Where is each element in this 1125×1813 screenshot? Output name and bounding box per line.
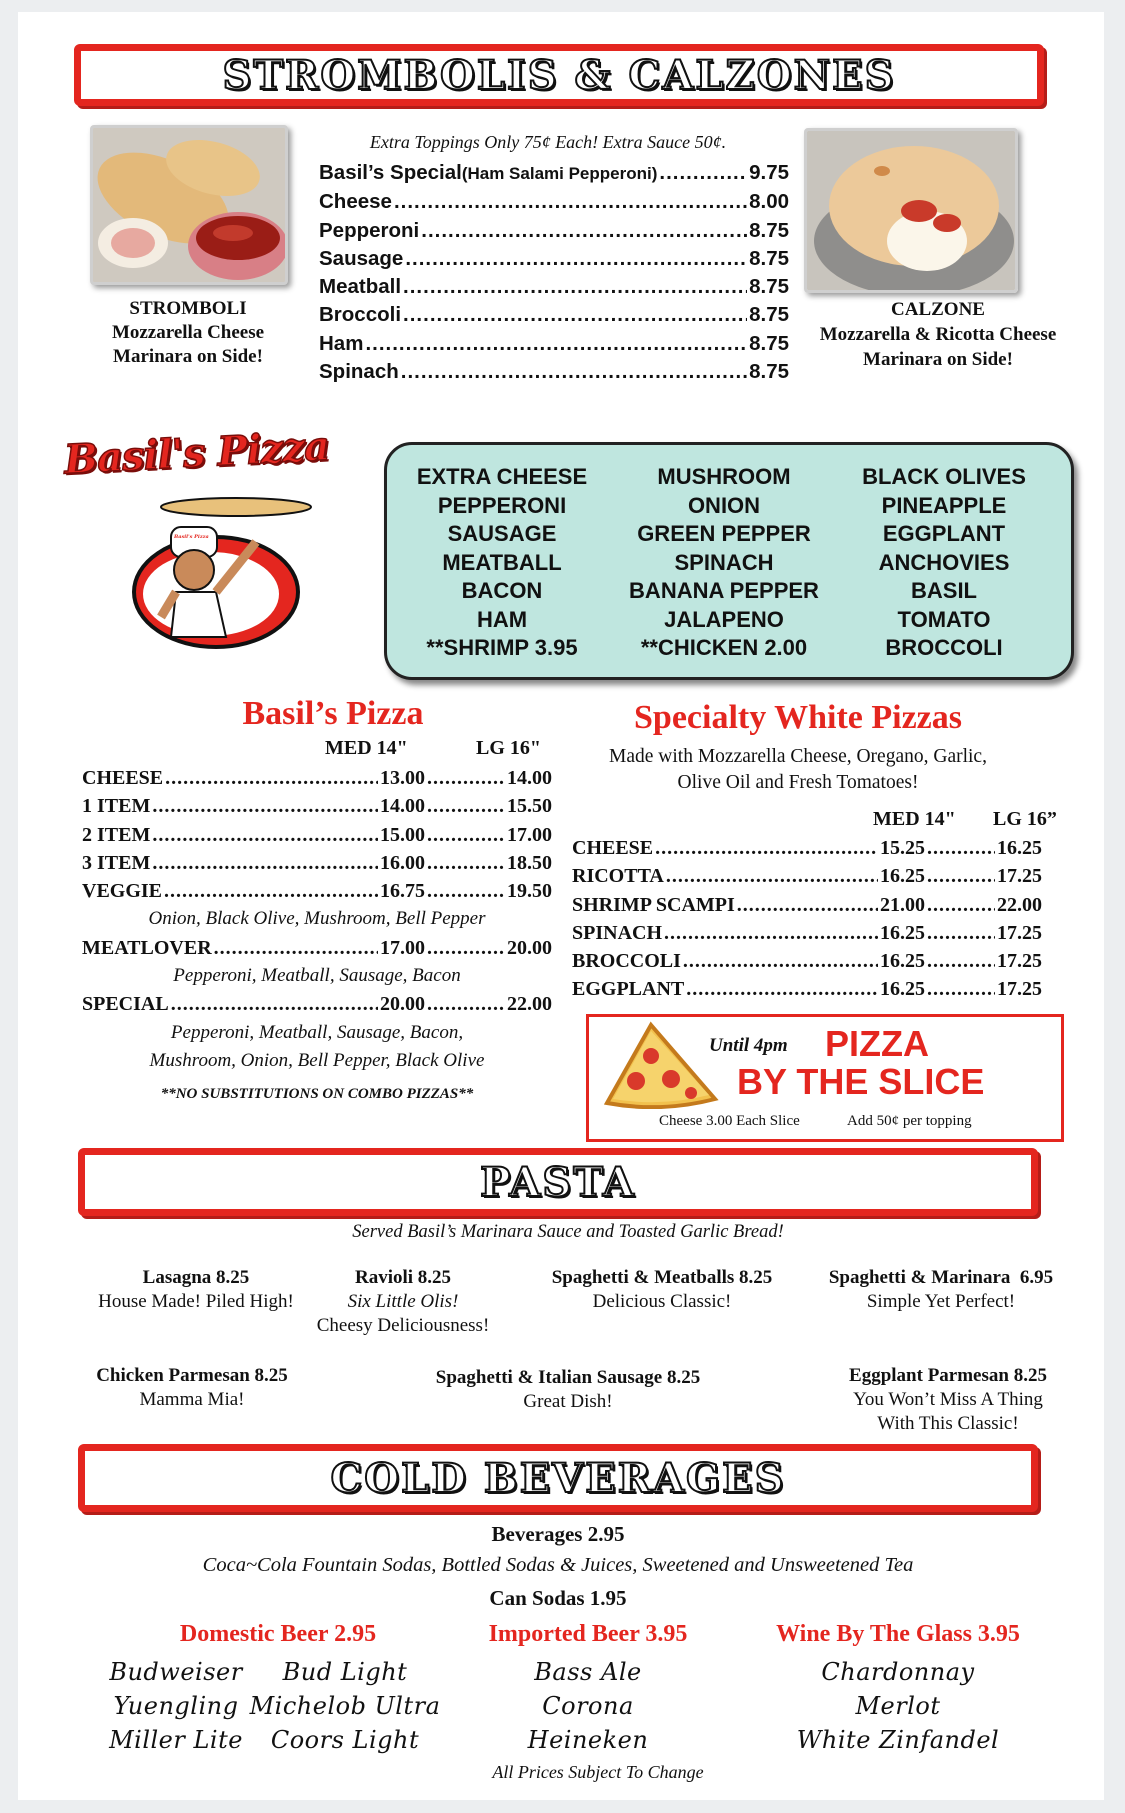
pizza-name: SPINACH: [572, 921, 663, 944]
pizza-name: 1 ITEM: [82, 795, 151, 818]
pizza-price-row: [572, 834, 1042, 862]
stromboli-caption: [78, 297, 298, 369]
pasta-title: PASTA: [480, 1158, 636, 1206]
pasta-item-lasagna: [76, 1266, 316, 1314]
pasta-item-desc: Great Dish!: [523, 1391, 613, 1412]
pizza-name: CHEESE: [82, 767, 164, 789]
topping-item: **CHICKEN 2.00: [640, 635, 808, 660]
leader-dots: [164, 877, 378, 905]
leader-dots: [165, 764, 378, 792]
pizza-name: MEATLOVER: [82, 936, 212, 959]
pasta-item-spaghetti-sausage: [378, 1366, 758, 1414]
pizza-med-price: 16.25: [880, 950, 925, 973]
pizza-price-row: [82, 877, 552, 905]
stromboli-item-name: Spinach: [319, 360, 399, 384]
pizza-med-price: 16.25: [880, 978, 925, 1001]
stromboli-item-price: 9.75: [749, 161, 789, 184]
leader-dots: [427, 792, 505, 820]
topping-item: SAUSAGE: [447, 521, 557, 546]
beverage-item: Corona: [542, 1692, 634, 1720]
beverage-item: Budweiser: [109, 1658, 243, 1686]
leader-dots: [427, 934, 505, 962]
beverage-item: Yuengling: [113, 1692, 239, 1720]
pasta-item-desc: Simple Yet Perfect!: [866, 1291, 1016, 1312]
topping-item: ANCHOVIES: [878, 549, 1010, 575]
beverage-item: Coors Light: [270, 1726, 420, 1754]
extra-toppings-note: Extra Toppings Only 75¢ Each! Extra Sauce 50¢.: [369, 132, 727, 152]
leader-dots: [403, 301, 747, 329]
pasta-item-name: Chicken Parmesan 8.25: [96, 1365, 288, 1386]
pizza-lg-price: 14.00: [507, 767, 552, 789]
pasta-banner: [78, 1148, 1038, 1216]
pizza-price-row: [82, 764, 552, 792]
pizza-lg-price: 22.00: [997, 893, 1042, 916]
stromboli-caption-line: Mozzarella Cheese: [111, 322, 265, 343]
pizza-lg-price: 18.50: [507, 851, 552, 874]
stromboli-item: [319, 301, 789, 329]
pizza-price-row: [572, 947, 1042, 975]
pasta-item-ravioli: [303, 1266, 503, 1338]
leader-dots: [927, 919, 995, 947]
leader-dots: [427, 849, 505, 877]
domestic-beer-title: Domestic Beer 2.95: [179, 1621, 377, 1647]
stromboli-caption-title: STROMBOLI: [129, 298, 247, 319]
leader-dots: [403, 273, 747, 301]
pasta-item-desc: Mamma Mia!: [139, 1389, 245, 1410]
can-sodas-price: Can Sodas 1.95: [489, 1586, 627, 1610]
toppings-col-3: [839, 463, 1049, 663]
pizza-name: SHRIMP SCAMPI: [572, 893, 735, 916]
imported-beer-title: Imported Beer 3.95: [488, 1621, 688, 1647]
stromboli-item-price: 8.75: [749, 331, 789, 355]
topping-item: GREEN PEPPER: [637, 521, 811, 546]
pasta-item-spaghetti-marinara: [798, 1266, 1084, 1314]
stromboli-item: [319, 188, 789, 216]
pizza-desc: Onion, Black Olive, Mushroom, Bell Pepper: [148, 908, 486, 930]
leader-dots: [427, 821, 505, 849]
topping-item: ONION: [687, 492, 761, 518]
topping-item: JALAPENO: [664, 606, 784, 632]
pizza-med-price: 21.00: [880, 893, 925, 916]
no-substitutions-note: **NO SUBSTITUTIONS ON COMBO PIZZAS**: [160, 1086, 474, 1102]
leader-dots: [737, 891, 878, 919]
stromboli-item-price: 8.75: [749, 246, 789, 270]
white-pizzas-desc-line: Olive Oil and Fresh Tomatoes!: [677, 772, 919, 793]
pizza-price-row: [572, 891, 1042, 919]
leader-dots: [421, 217, 747, 245]
pasta-item-desc: House Made! Piled High!: [98, 1291, 294, 1312]
stromboli-item: [319, 358, 789, 386]
pizza-name: VEGGIE: [82, 880, 163, 903]
leader-dots: [152, 792, 378, 820]
beverage-item: Michelob Ultra: [249, 1692, 441, 1720]
pizza-lg-price: 17.25: [997, 950, 1042, 973]
leader-dots: [927, 975, 995, 1003]
pasta-item-spaghetti-meatballs: [512, 1266, 812, 1314]
beverage-item: Bass Ale: [534, 1658, 642, 1686]
stromboli-item-price: 8.75: [749, 360, 789, 384]
pasta-item-desc: With This Classic!: [877, 1413, 1019, 1434]
slice-until: Until 4pm: [709, 1035, 788, 1056]
stromboli-item-price: 8.75: [749, 218, 789, 242]
stromboli-item-price: 8.00: [749, 190, 789, 214]
basils-pizza-logo: [56, 422, 396, 662]
pizza-lg-price: 20.00: [507, 936, 552, 959]
pizza-med-price: 16.25: [880, 865, 925, 888]
slice-by-the-slice-label: BY THE SLICE: [737, 1061, 985, 1102]
beverages-price: Beverages 2.95: [491, 1522, 625, 1546]
topping-item: TOMATO: [897, 606, 991, 632]
beverage-item: Merlot: [855, 1692, 941, 1720]
topping-item: BANANA PEPPER: [629, 578, 819, 603]
slice-cheese-price: Cheese 3.00 Each Slice: [659, 1113, 800, 1129]
stromboli-item: [319, 217, 789, 245]
leader-dots: [171, 990, 378, 1018]
pizza-desc: Mushroom, Onion, Bell Pepper, Black Olive: [149, 1049, 485, 1071]
leader-dots: [927, 862, 995, 890]
pizza-name: SPECIAL: [82, 993, 169, 1016]
pasta-item-desc: Cheesy Deliciousness!: [316, 1315, 490, 1336]
stromboli-item-name: Pepperoni: [319, 218, 420, 242]
stromboli-item: [319, 159, 789, 188]
pizza-price-row: [82, 934, 552, 962]
toppings-col-1: [397, 463, 607, 663]
pizza-med-price: 16.25: [880, 921, 925, 944]
pizza-lg-price: 17.25: [997, 865, 1042, 888]
pizza-med-price: 16.75: [380, 880, 425, 903]
toppings-col-2: [619, 463, 829, 663]
pizza-price-row: [572, 919, 1042, 947]
pizza-name: 3 ITEM: [82, 851, 151, 874]
slice-topping-price: Add 50¢ per topping: [847, 1113, 972, 1129]
leader-dots: [927, 891, 995, 919]
pizza-price-row: [82, 849, 552, 877]
leader-dots: [365, 330, 747, 358]
pasta-item-desc: Six Little Olis!: [347, 1291, 459, 1312]
topping-item: HAM: [476, 606, 528, 632]
leader-dots: [152, 821, 378, 849]
stromboli-item: [319, 245, 789, 273]
prices-subject-to-change: All Prices Subject To Change: [492, 1762, 704, 1782]
pizza-med-price: 15.25: [880, 837, 925, 859]
topping-item: PINEAPPLE: [881, 492, 1007, 518]
toppings-box: [384, 442, 1074, 680]
leader-dots: [686, 975, 878, 1003]
leader-dots: [427, 764, 505, 792]
chef-icon: [116, 482, 326, 652]
topping-item: MEATBALL: [442, 549, 562, 575]
stromboli-item-price: 8.75: [749, 303, 789, 327]
stromboli-item-extra: (Ham Salami Pepperoni): [461, 164, 658, 183]
stromboli-price-list: [319, 159, 789, 386]
pizza-price-row: [82, 792, 552, 820]
leader-dots: [427, 877, 505, 905]
pizza-lg-price: 16.25: [997, 837, 1042, 859]
pizza-price-row: [82, 990, 552, 1018]
leader-dots: [659, 159, 747, 187]
white-pizzas-desc-line: Made with Mozzarella Cheese, Oregano, Garlic,: [609, 746, 987, 767]
pasta-item-chicken-parmesan: [72, 1364, 312, 1412]
beverages-banner: [78, 1444, 1038, 1512]
calzone-caption-line: Mozzarella & Ricotta Cheese: [819, 324, 1057, 345]
leader-dots: [405, 245, 747, 273]
white-pizzas-title: Specialty White Pizzas: [634, 699, 962, 736]
pizza-lg-price: 17.25: [997, 921, 1042, 944]
pizza-name: 2 ITEM: [82, 823, 151, 846]
stromboli-item-name: Meatball: [319, 275, 402, 299]
stromboli-item-name: Sausage: [319, 246, 404, 270]
stromboli-photo: [90, 125, 288, 285]
imported-beer-list: [488, 1655, 688, 1757]
pizza-med-price: 13.00: [380, 767, 425, 789]
domestic-beer-list-1: [86, 1655, 266, 1757]
pizza-slice-icon: [601, 1021, 719, 1109]
topping-item: PEPPERONI: [437, 492, 567, 518]
leader-dots: [394, 188, 747, 216]
stromboli-item-name: Basil’s Special: [319, 161, 462, 184]
topping-item: SPINACH: [674, 549, 774, 575]
leader-dots: [666, 862, 878, 890]
wine-list: [778, 1655, 1018, 1757]
calzone-caption-title: CALZONE: [891, 299, 985, 320]
stromboli-item-name: Ham: [319, 331, 364, 355]
pasta-note: Served Basil’s Marinara Sauce and Toasted Garlic Bread!: [352, 1222, 784, 1242]
leader-dots: [664, 919, 878, 947]
stromboli-item-price: 8.75: [749, 275, 789, 299]
strombolis-banner: [74, 44, 1044, 106]
topping-item: BLACK OLIVES: [862, 464, 1026, 489]
pizza-name: CHEESE: [572, 837, 654, 859]
stromboli-item-name: Broccoli: [319, 303, 402, 327]
pizza-med-price: 15.00: [380, 823, 425, 846]
basils-pizza-list: [82, 764, 552, 1075]
pizza-name: RICOTTA: [572, 865, 664, 888]
leader-dots: [214, 934, 378, 962]
beverage-item: Miller Lite: [109, 1726, 243, 1754]
chef-hat-label: Basil's Pizza: [174, 534, 209, 540]
stromboli-item-name: Cheese: [319, 190, 392, 214]
calzone-caption: [798, 297, 1078, 372]
white-pizzas-desc: [568, 744, 1028, 796]
menu-page: [18, 12, 1104, 1800]
leader-dots: [927, 947, 995, 975]
strombolis-title: STROMBOLIS & CALZONES: [222, 51, 896, 99]
pasta-item-name: Spaghetti & Italian Sausage 8.25: [435, 1367, 701, 1388]
leader-dots: [927, 834, 995, 862]
white-pizzas-lg-header: LG 16”: [993, 808, 1057, 830]
calzone-caption-line: Marinara on Side!: [863, 349, 1013, 370]
calzone-photo: [804, 128, 1018, 293]
slice-pizza-label: PIZZA: [825, 1023, 929, 1064]
pasta-item-name: Spaghetti & Marinara 6.95: [828, 1267, 1054, 1288]
pizza-by-slice-box: [586, 1014, 1064, 1142]
pizza-name: BROCCOLI: [572, 950, 681, 973]
pizza-lg-price: 17.00: [507, 823, 552, 846]
logo-wordmark: Basil's Pizza: [62, 422, 331, 484]
pasta-item-name: Lasagna 8.25: [142, 1267, 250, 1288]
topping-item: **SHRIMP 3.95: [426, 635, 578, 660]
leader-dots: [683, 947, 878, 975]
stromboli-caption-line: Marinara on Side!: [113, 346, 263, 367]
beverage-item: Bud Light: [282, 1658, 408, 1686]
leader-dots: [401, 358, 747, 386]
pizza-lg-price: 22.00: [507, 993, 552, 1016]
white-pizzas-med-header: MED 14": [873, 808, 956, 830]
basils-pizza-title: Basil’s Pizza: [242, 695, 424, 732]
basils-pizza-med-header: MED 14": [325, 737, 408, 759]
pizza-desc: Pepperoni, Meatball, Sausage, Bacon: [173, 965, 461, 987]
beverage-item: White Zinfandel: [796, 1726, 1000, 1754]
pizza-med-price: 14.00: [380, 795, 425, 818]
domestic-beer-list-2: [240, 1655, 450, 1757]
pizza-med-price: 16.00: [380, 851, 425, 874]
beverages-desc: Coca~Cola Fountain Sodas, Bottled Sodas & Juices, Sweetened and Unsweetened Tea: [202, 1554, 914, 1576]
pizza-price-row: [82, 821, 552, 849]
pasta-item-desc: You Won’t Miss A Thing: [853, 1389, 1043, 1410]
pasta-item-name: Spaghetti & Meatballs 8.25: [551, 1267, 773, 1288]
pasta-item-desc: Delicious Classic!: [592, 1291, 732, 1312]
pizza-med-price: 17.00: [380, 936, 425, 959]
topping-item: BACON: [461, 578, 543, 603]
wine-title: Wine By The Glass 3.95: [776, 1621, 1020, 1647]
leader-dots: [427, 990, 505, 1018]
pizza-med-price: 20.00: [380, 993, 425, 1016]
pasta-item-eggplant-parmesan: [818, 1364, 1078, 1436]
leader-dots: [655, 834, 878, 862]
topping-item: BASIL: [911, 578, 977, 603]
leader-dots: [152, 849, 378, 877]
pizza-lg-price: 17.25: [997, 978, 1042, 1001]
topping-item: BROCCOLI: [885, 635, 1003, 660]
topping-item: EXTRA CHEESE: [416, 464, 588, 489]
pizza-price-row: [572, 975, 1042, 1003]
stromboli-item: [319, 273, 789, 301]
white-pizzas-list: [572, 834, 1042, 1004]
beverage-item: Heineken: [527, 1726, 649, 1754]
basils-pizza-lg-header: LG 16": [476, 737, 541, 759]
pasta-item-name: Ravioli 8.25: [354, 1267, 452, 1288]
beverage-item: Chardonnay: [821, 1658, 975, 1686]
topping-item: EGGPLANT: [882, 521, 1006, 546]
pasta-item-name: Eggplant Parmesan 8.25: [849, 1365, 1047, 1386]
beverages-title: COLD BEVERAGES: [330, 1454, 786, 1502]
pizza-price-row: [572, 862, 1042, 890]
pizza-desc: Pepperoni, Meatball, Sausage, Bacon,: [170, 1021, 464, 1043]
pizza-lg-price: 15.50: [507, 795, 552, 818]
pizza-lg-price: 19.50: [507, 880, 552, 903]
pizza-name: EGGPLANT: [572, 978, 685, 1001]
topping-item: MUSHROOM: [657, 464, 791, 489]
stromboli-item: [319, 330, 789, 358]
